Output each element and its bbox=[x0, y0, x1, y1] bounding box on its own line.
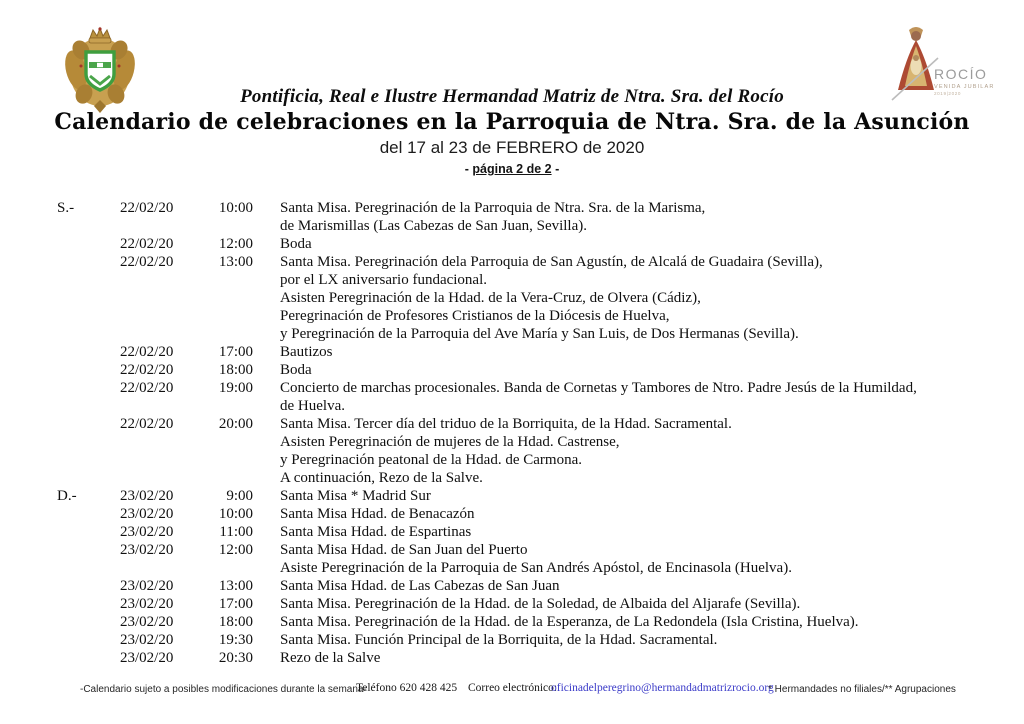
page-indicator-prefix: - bbox=[464, 162, 473, 176]
footer-email-link[interactable]: oficinadelperegrino@hermandadmatrizrocio.org bbox=[551, 682, 774, 694]
table-row bbox=[0, 199, 1024, 217]
date-cell bbox=[120, 217, 205, 235]
time-cell: 12:00 bbox=[218, 542, 253, 558]
footer-phone: Teléfono 620 428 425 bbox=[356, 682, 458, 694]
description-cell: Santa Misa Hdad. de San Juan del Puerto bbox=[280, 542, 528, 558]
description-cell: Santa Misa. Peregrinación dela Parroquia de San Agustín, de Alcalá de Guadaira (Sevilla), bbox=[280, 254, 823, 270]
table-row bbox=[0, 217, 1024, 235]
day-cell bbox=[0, 469, 120, 487]
day-cell bbox=[0, 217, 120, 235]
day-cell bbox=[0, 415, 120, 433]
time-cell bbox=[205, 271, 253, 289]
description-cell: Bautizos bbox=[280, 344, 333, 360]
date-cell bbox=[120, 451, 205, 469]
date-cell bbox=[120, 433, 205, 451]
day-cell bbox=[0, 541, 120, 559]
date-cell bbox=[120, 289, 205, 307]
date-cell: 23/02/20 bbox=[120, 506, 174, 522]
description-cell: y Peregrinación peatonal de la Hdad. de Carmona. bbox=[280, 452, 582, 468]
description-cell: Santa Misa. Peregrinación de la Hdad. de la Soledad, de Albaida del Aljarafe (Sevilla). bbox=[280, 596, 801, 612]
day-cell bbox=[0, 235, 120, 253]
table-row bbox=[0, 505, 1024, 523]
day-cell bbox=[0, 325, 120, 343]
logo-years-text: 2019|2020 bbox=[934, 91, 962, 96]
table-row bbox=[0, 595, 1024, 613]
day-cell bbox=[0, 271, 120, 289]
page-indicator-suffix: - bbox=[551, 162, 560, 176]
description-cell: Santa Misa Hdad. de Espartinas bbox=[280, 524, 472, 540]
table-row bbox=[0, 487, 1024, 505]
date-range: del 17 al 23 de FEBRERO de 2020 bbox=[379, 138, 645, 157]
date-cell: 22/02/20 bbox=[120, 380, 174, 396]
day-cell bbox=[0, 361, 120, 379]
day-cell bbox=[0, 649, 120, 667]
table-row bbox=[0, 343, 1024, 361]
day-cell bbox=[0, 559, 120, 577]
time-cell bbox=[205, 559, 253, 577]
time-cell: 11:00 bbox=[219, 524, 253, 540]
table-row bbox=[0, 469, 1024, 487]
day-cell bbox=[0, 523, 120, 541]
header bbox=[0, 86, 1024, 176]
logo-title-text: ROCÍO bbox=[934, 66, 988, 82]
table-row bbox=[0, 307, 1024, 325]
date-cell: 22/02/20 bbox=[120, 254, 174, 270]
day-cell bbox=[0, 397, 120, 415]
time-cell: 18:00 bbox=[218, 614, 253, 630]
table-row bbox=[0, 577, 1024, 595]
day-cell: D.- bbox=[57, 488, 77, 504]
time-cell: 9:00 bbox=[226, 488, 253, 504]
date-cell bbox=[120, 469, 205, 487]
footer-legend: * Hermandades no filiales/** Agrupaciones bbox=[768, 684, 956, 695]
time-cell bbox=[205, 307, 253, 325]
time-cell bbox=[205, 289, 253, 307]
description-cell: Santa Misa. Peregrinación de la Hdad. de la Esperanza, de La Redondela (Isla Cristina, Huelva). bbox=[280, 614, 859, 630]
table-row bbox=[0, 631, 1024, 649]
table-row bbox=[0, 649, 1024, 667]
page-indicator-label: página 2 de 2 bbox=[472, 162, 552, 176]
time-cell bbox=[205, 217, 253, 235]
description-cell: Santa Misa * Madrid Sur bbox=[280, 488, 431, 504]
table-row bbox=[0, 541, 1024, 559]
time-cell bbox=[205, 397, 253, 415]
day-cell bbox=[0, 379, 120, 397]
time-cell: 18:00 bbox=[218, 362, 253, 378]
table-row bbox=[0, 235, 1024, 253]
table-row bbox=[0, 271, 1024, 289]
time-cell bbox=[205, 325, 253, 343]
description-cell: Santa Misa. Peregrinación de la Parroquia de Ntra. Sra. de la Marisma, bbox=[280, 200, 706, 216]
date-cell bbox=[120, 325, 205, 343]
time-cell: 19:30 bbox=[218, 632, 253, 648]
time-cell: 20:00 bbox=[218, 416, 253, 432]
description-cell: Boda bbox=[280, 236, 312, 252]
footer bbox=[0, 680, 1024, 704]
date-cell: 22/02/20 bbox=[120, 344, 174, 360]
description-cell: y Peregrinación de la Parroquia del Ave María y San Luis, de Dos Hermanas (Sevilla). bbox=[280, 326, 799, 342]
table-row bbox=[0, 397, 1024, 415]
description-cell: de Marismillas (Las Cabezas de San Juan, Sevilla). bbox=[280, 218, 588, 234]
time-cell bbox=[205, 433, 253, 451]
date-cell bbox=[120, 307, 205, 325]
day-cell bbox=[0, 289, 120, 307]
table-row bbox=[0, 289, 1024, 307]
time-cell: 19:00 bbox=[218, 380, 253, 396]
date-cell: 23/02/20 bbox=[120, 524, 174, 540]
table-row bbox=[0, 559, 1024, 577]
date-cell: 23/02/20 bbox=[120, 542, 174, 558]
description-cell: Asisten Peregrinación de mujeres de la Hdad. Castrense, bbox=[280, 434, 620, 450]
time-cell: 10:00 bbox=[218, 506, 253, 522]
time-cell: 13:00 bbox=[218, 254, 253, 270]
description-cell: Concierto de marchas procesionales. Banda de Cornetas y Tambores de Ntro. Padre Jesús de la Humildad, bbox=[280, 380, 917, 396]
description-cell: A continuación, Rezo de la Salve. bbox=[280, 470, 483, 486]
date-cell: 22/02/20 bbox=[120, 362, 174, 378]
day-cell: S.- bbox=[57, 200, 75, 216]
time-cell: 12:00 bbox=[218, 236, 253, 252]
time-cell: 17:00 bbox=[218, 596, 253, 612]
date-cell: 23/02/20 bbox=[120, 650, 174, 666]
day-cell bbox=[0, 433, 120, 451]
table-row bbox=[0, 451, 1024, 469]
table-row bbox=[0, 379, 1024, 397]
date-cell: 23/02/20 bbox=[120, 488, 174, 504]
description-cell: Boda bbox=[280, 362, 312, 378]
day-cell bbox=[0, 343, 120, 361]
day-cell bbox=[0, 307, 120, 325]
org-title: Pontificia, Real e Ilustre Hermandad Matriz de Ntra. Sra. del Rocío bbox=[240, 86, 784, 107]
table-row bbox=[0, 613, 1024, 631]
description-cell: Santa Misa. Tercer día del triduo de la Borriquita, de la Hdad. Sacramental. bbox=[280, 416, 732, 432]
date-cell: 22/02/20 bbox=[120, 416, 174, 432]
day-cell bbox=[0, 595, 120, 613]
time-cell: 13:00 bbox=[218, 578, 253, 594]
date-cell bbox=[120, 559, 205, 577]
description-cell: Rezo de la Salve bbox=[280, 650, 381, 666]
day-cell bbox=[0, 631, 120, 649]
description-cell: Santa Misa Hdad. de Las Cabezas de San Juan bbox=[280, 578, 560, 594]
footer-email-label: Correo electrónico: bbox=[468, 682, 558, 694]
date-cell: 22/02/20 bbox=[120, 236, 174, 252]
table-row bbox=[0, 415, 1024, 433]
date-cell: 23/02/20 bbox=[120, 614, 174, 630]
time-cell: 17:00 bbox=[218, 344, 253, 360]
day-cell bbox=[0, 613, 120, 631]
day-cell bbox=[0, 451, 120, 469]
table-row bbox=[0, 325, 1024, 343]
day-cell bbox=[0, 505, 120, 523]
date-cell: 23/02/20 bbox=[120, 578, 174, 594]
table-row bbox=[0, 523, 1024, 541]
time-cell: 10:00 bbox=[218, 200, 253, 216]
date-cell bbox=[120, 271, 205, 289]
date-cell: 22/02/20 bbox=[120, 200, 174, 216]
description-cell: Asiste Peregrinación de la Parroquia de San Andrés Apóstol, de Encinasola (Huelva). bbox=[280, 560, 792, 576]
time-cell bbox=[205, 469, 253, 487]
logo-subtitle-text: VENIDA JUBILAR bbox=[934, 84, 995, 90]
footer-note: -Calendario sujeto a posibles modificaciones durante la semana- bbox=[80, 684, 367, 695]
description-cell: Santa Misa Hdad. de Benacazón bbox=[280, 506, 475, 522]
date-cell bbox=[120, 397, 205, 415]
page-indicator bbox=[0, 162, 1024, 176]
time-cell bbox=[205, 451, 253, 469]
description-cell: Asisten Peregrinación de la Hdad. de la Vera-Cruz, de Olvera (Cádiz), bbox=[280, 290, 701, 306]
time-cell: 20:30 bbox=[218, 650, 253, 666]
description-cell: Peregrinación de Profesores Cristianos de la Diócesis de Huelva, bbox=[280, 308, 670, 324]
table-row bbox=[0, 361, 1024, 379]
description-cell: Santa Misa. Función Principal de la Borriquita, de la Hdad. Sacramental. bbox=[280, 632, 718, 648]
day-cell bbox=[0, 577, 120, 595]
table-row bbox=[0, 433, 1024, 451]
date-cell: 23/02/20 bbox=[120, 632, 174, 648]
page-title: Calendario de celebraciones en la Parroquia de Ntra. Sra. de la Asunción bbox=[54, 109, 970, 135]
schedule-table bbox=[0, 199, 1024, 667]
day-cell bbox=[0, 253, 120, 271]
description-cell: por el LX aniversario fundacional. bbox=[280, 272, 488, 288]
virgen-del-rocio-figure-icon bbox=[898, 27, 934, 90]
date-cell: 23/02/20 bbox=[120, 596, 174, 612]
table-row bbox=[0, 253, 1024, 271]
description-cell: de Huelva. bbox=[280, 398, 345, 414]
